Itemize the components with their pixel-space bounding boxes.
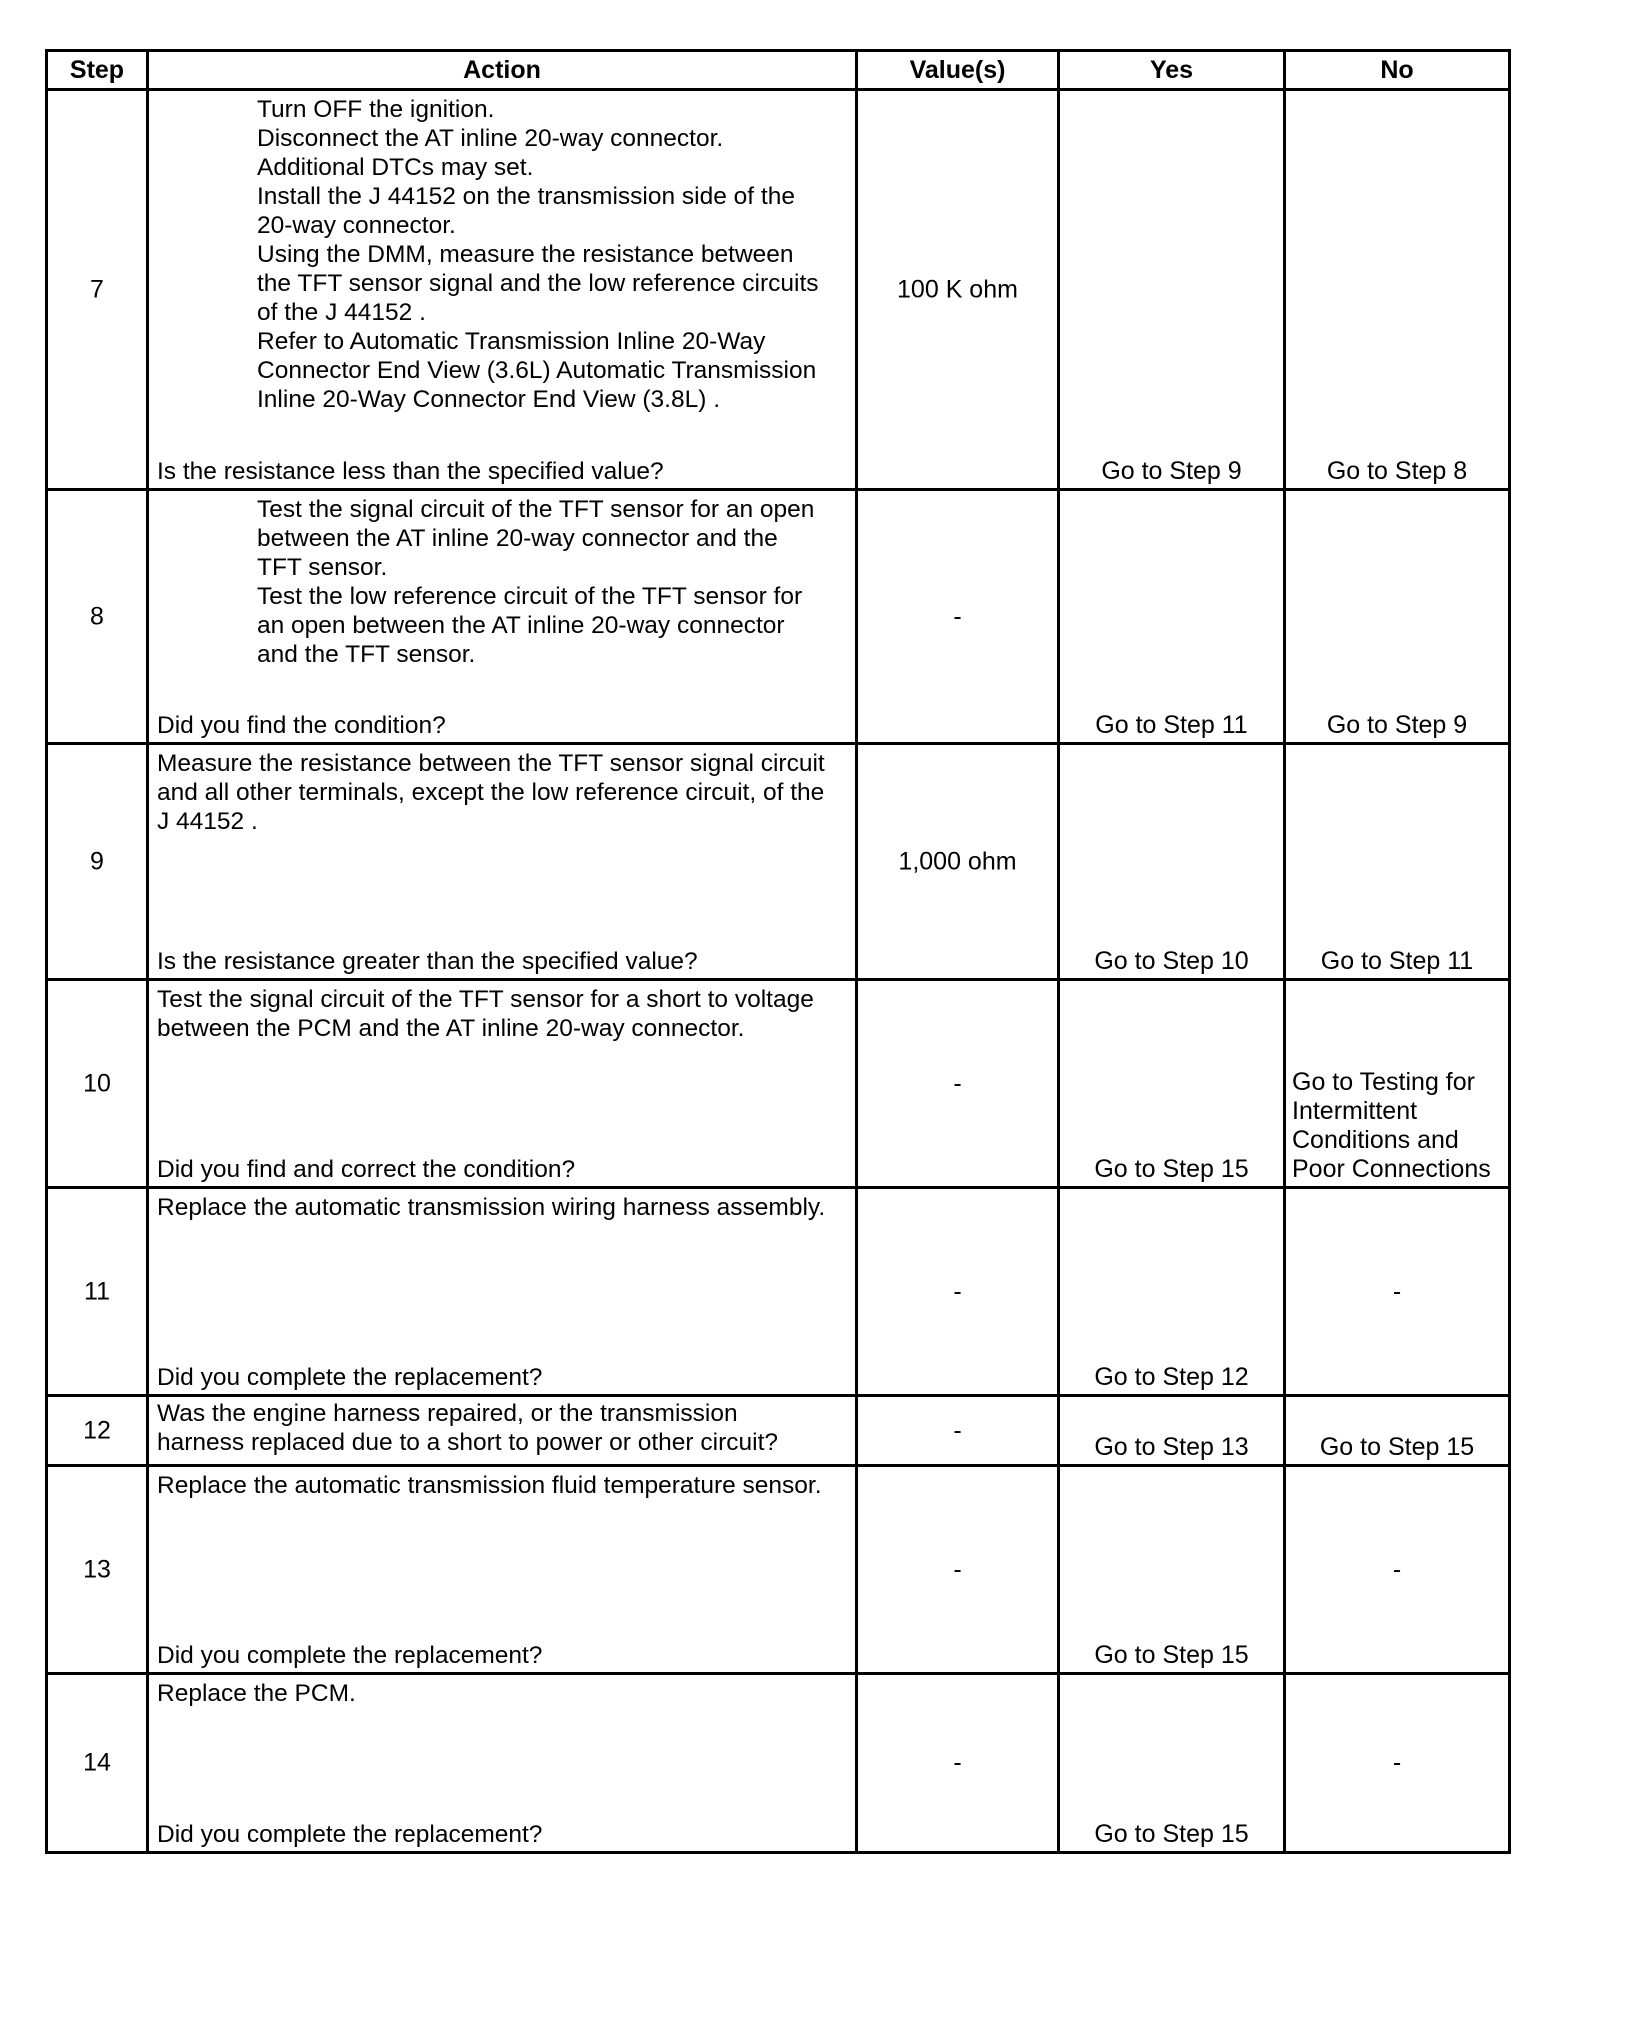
action-line: Additional DTCs may set.	[257, 154, 534, 181]
no-cell	[1285, 1188, 1510, 1396]
no-cell	[1285, 1466, 1510, 1674]
value-cell	[857, 1188, 1059, 1396]
yes-answer: Go to Step 15	[1094, 1641, 1249, 1669]
action-question: Did you complete the replacement?	[157, 1642, 543, 1669]
no-cell	[1285, 1674, 1510, 1853]
yes-answer: Go to Step 13	[1094, 1433, 1249, 1461]
spec-value: -	[953, 1748, 962, 1777]
no-cell	[1285, 744, 1510, 980]
yes-answer: Go to Step 9	[1101, 457, 1242, 485]
yes-answer: Go to Step 15	[1094, 1820, 1249, 1848]
value-cell	[857, 1396, 1059, 1466]
value-cell	[857, 1466, 1059, 1674]
action-line: and all other terminals, except the low reference circuit, of the	[157, 779, 825, 806]
step-cell	[47, 490, 148, 744]
action-line: Using the DMM, measure the resistance between	[257, 241, 794, 268]
action-cell	[148, 744, 857, 980]
step-cell	[47, 1466, 148, 1674]
spec-value: -	[953, 602, 962, 630]
action-text	[149, 91, 855, 414]
yes-cell	[1059, 490, 1285, 744]
action-line: Replace the PCM.	[157, 1680, 356, 1707]
no-answer-line: Intermittent	[1292, 1097, 1418, 1125]
no-answer: Go to Step 8	[1326, 457, 1468, 485]
table-row	[47, 1396, 1510, 1466]
header-values: Value(s)	[857, 51, 1059, 90]
action-line: 20-way connector.	[257, 212, 456, 239]
action-question: Is the resistance greater than the specified value?	[157, 948, 698, 975]
action-text	[149, 491, 855, 669]
step-number: 8	[90, 602, 104, 630]
action-line: Turn OFF the ignition.	[257, 96, 495, 123]
value-cell	[857, 980, 1059, 1188]
header-action: Action	[148, 51, 857, 90]
action-line: Replace the automatic transmission fluid temperature sensor.	[157, 1472, 822, 1499]
step-number: 13	[83, 1555, 111, 1583]
action-text	[149, 1467, 855, 1500]
action-line: Test the signal circuit of the TFT sensor for a short to voltage	[157, 986, 814, 1013]
step-cell	[47, 980, 148, 1188]
yes-cell	[1059, 1466, 1285, 1674]
step-number: 10	[83, 1069, 111, 1097]
table-row	[47, 980, 1510, 1188]
action-line: of the J 44152 .	[257, 299, 426, 326]
spec-value: -	[953, 1555, 962, 1583]
table-row	[47, 1674, 1510, 1853]
no-cell	[1285, 1396, 1510, 1466]
step-cell	[47, 1674, 148, 1853]
action-line: Disconnect the AT inline 20-way connector.	[257, 125, 724, 152]
no-answer-line: Poor Connections	[1292, 1155, 1491, 1183]
yes-answer: Go to Step 15	[1094, 1155, 1249, 1183]
yes-cell	[1059, 90, 1285, 490]
action-line: Was the engine harness repaired, or the transmission	[157, 1400, 738, 1427]
value-cell	[857, 490, 1059, 744]
step-number: 9	[90, 847, 104, 875]
table-row	[47, 90, 1510, 490]
action-question: Is the resistance less than the specified value?	[157, 458, 664, 485]
spec-value: -	[953, 1277, 962, 1305]
action-line: Replace the automatic transmission wiring harness assembly.	[157, 1194, 826, 1221]
action-line: harness replaced due to a short to power or other circuit?	[157, 1429, 779, 1456]
action-cell	[148, 980, 857, 1188]
spec-value: -	[953, 1069, 962, 1097]
action-text	[149, 1189, 855, 1222]
header-step: Step	[47, 51, 148, 90]
table-row	[47, 1466, 1510, 1674]
action-line: and the TFT sensor.	[257, 641, 476, 668]
header-no: No	[1285, 51, 1510, 90]
yes-answer: Go to Step 10	[1094, 947, 1249, 975]
no-answer-line: Conditions and	[1292, 1126, 1459, 1154]
action-line: TFT sensor.	[257, 554, 388, 581]
no-cell	[1285, 490, 1510, 744]
action-cell	[148, 90, 857, 490]
action-text	[149, 981, 855, 1043]
action-line: between the AT inline 20-way connector and the	[257, 525, 778, 552]
action-question: Did you complete the replacement?	[157, 1821, 543, 1848]
table-row	[47, 490, 1510, 744]
yes-answer: Go to Step 12	[1094, 1363, 1249, 1391]
action-line: Test the signal circuit of the TFT sensor for an open	[257, 496, 815, 523]
diagnostic-table	[45, 49, 1511, 1854]
no-answer: Go to Step 11	[1320, 947, 1474, 975]
value-cell	[857, 90, 1059, 490]
action-line: Install the J 44152 on the transmission side of the	[257, 183, 795, 210]
yes-cell	[1059, 1396, 1285, 1466]
value-cell	[857, 744, 1059, 980]
yes-answer: Go to Step 11	[1095, 711, 1248, 739]
action-line: Measure the resistance between the TFT sensor signal circuit	[157, 750, 825, 777]
step-cell	[47, 744, 148, 980]
action-line: Inline 20-Way Connector End View (3.8L) .	[257, 386, 721, 413]
spec-value: -	[953, 1416, 962, 1444]
action-cell	[148, 1188, 857, 1396]
spec-value: 1,000 ohm	[898, 847, 1017, 875]
no-answer: -	[1392, 1555, 1402, 1583]
no-answer-line: Go to Testing for	[1292, 1068, 1475, 1096]
action-text	[149, 1675, 855, 1708]
yes-cell	[1059, 1188, 1285, 1396]
action-question: Did you find and correct the condition?	[157, 1156, 576, 1183]
yes-cell	[1059, 744, 1285, 980]
step-cell	[47, 1396, 148, 1466]
action-question: Did you complete the replacement?	[157, 1364, 543, 1391]
table-row	[47, 744, 1510, 980]
action-line: Refer to Automatic Transmission Inline 20-Way	[257, 328, 766, 355]
step-cell	[47, 90, 148, 490]
action-cell	[148, 1396, 857, 1466]
no-answer: Go to Step 15	[1319, 1433, 1475, 1461]
action-line: an open between the AT inline 20-way connector	[257, 612, 785, 639]
no-answer: Go to Step 9	[1326, 711, 1468, 739]
action-line: Connector End View (3.6L) Automatic Transmission	[257, 357, 817, 384]
action-cell	[148, 1674, 857, 1853]
action-question: Did you find the condition?	[157, 712, 446, 739]
value-cell	[857, 1674, 1059, 1853]
step-number: 7	[90, 275, 104, 303]
action-line: Test the low reference circuit of the TFT sensor for	[257, 583, 803, 610]
no-cell	[1285, 980, 1510, 1188]
action-line: between the PCM and the AT inline 20-way connector.	[157, 1015, 745, 1042]
step-cell	[47, 1188, 148, 1396]
action-text	[149, 1397, 855, 1457]
yes-cell	[1059, 1674, 1285, 1853]
step-number: 12	[83, 1416, 111, 1444]
action-text	[149, 745, 855, 836]
no-answer: -	[1392, 1748, 1402, 1777]
header-row	[47, 51, 1510, 90]
no-answer	[1292, 1068, 1508, 1184]
spec-value: 100 K ohm	[897, 275, 1018, 303]
action-cell	[148, 1466, 857, 1674]
action-line: J 44152 .	[157, 808, 258, 835]
action-cell	[148, 490, 857, 744]
table-row	[47, 1188, 1510, 1396]
step-number: 11	[84, 1277, 110, 1305]
header-yes: Yes	[1059, 51, 1285, 90]
action-line: the TFT sensor signal and the low reference circuits	[257, 270, 819, 297]
yes-cell	[1059, 980, 1285, 1188]
no-cell	[1285, 90, 1510, 490]
no-answer: -	[1392, 1277, 1402, 1305]
step-number: 14	[83, 1748, 111, 1777]
